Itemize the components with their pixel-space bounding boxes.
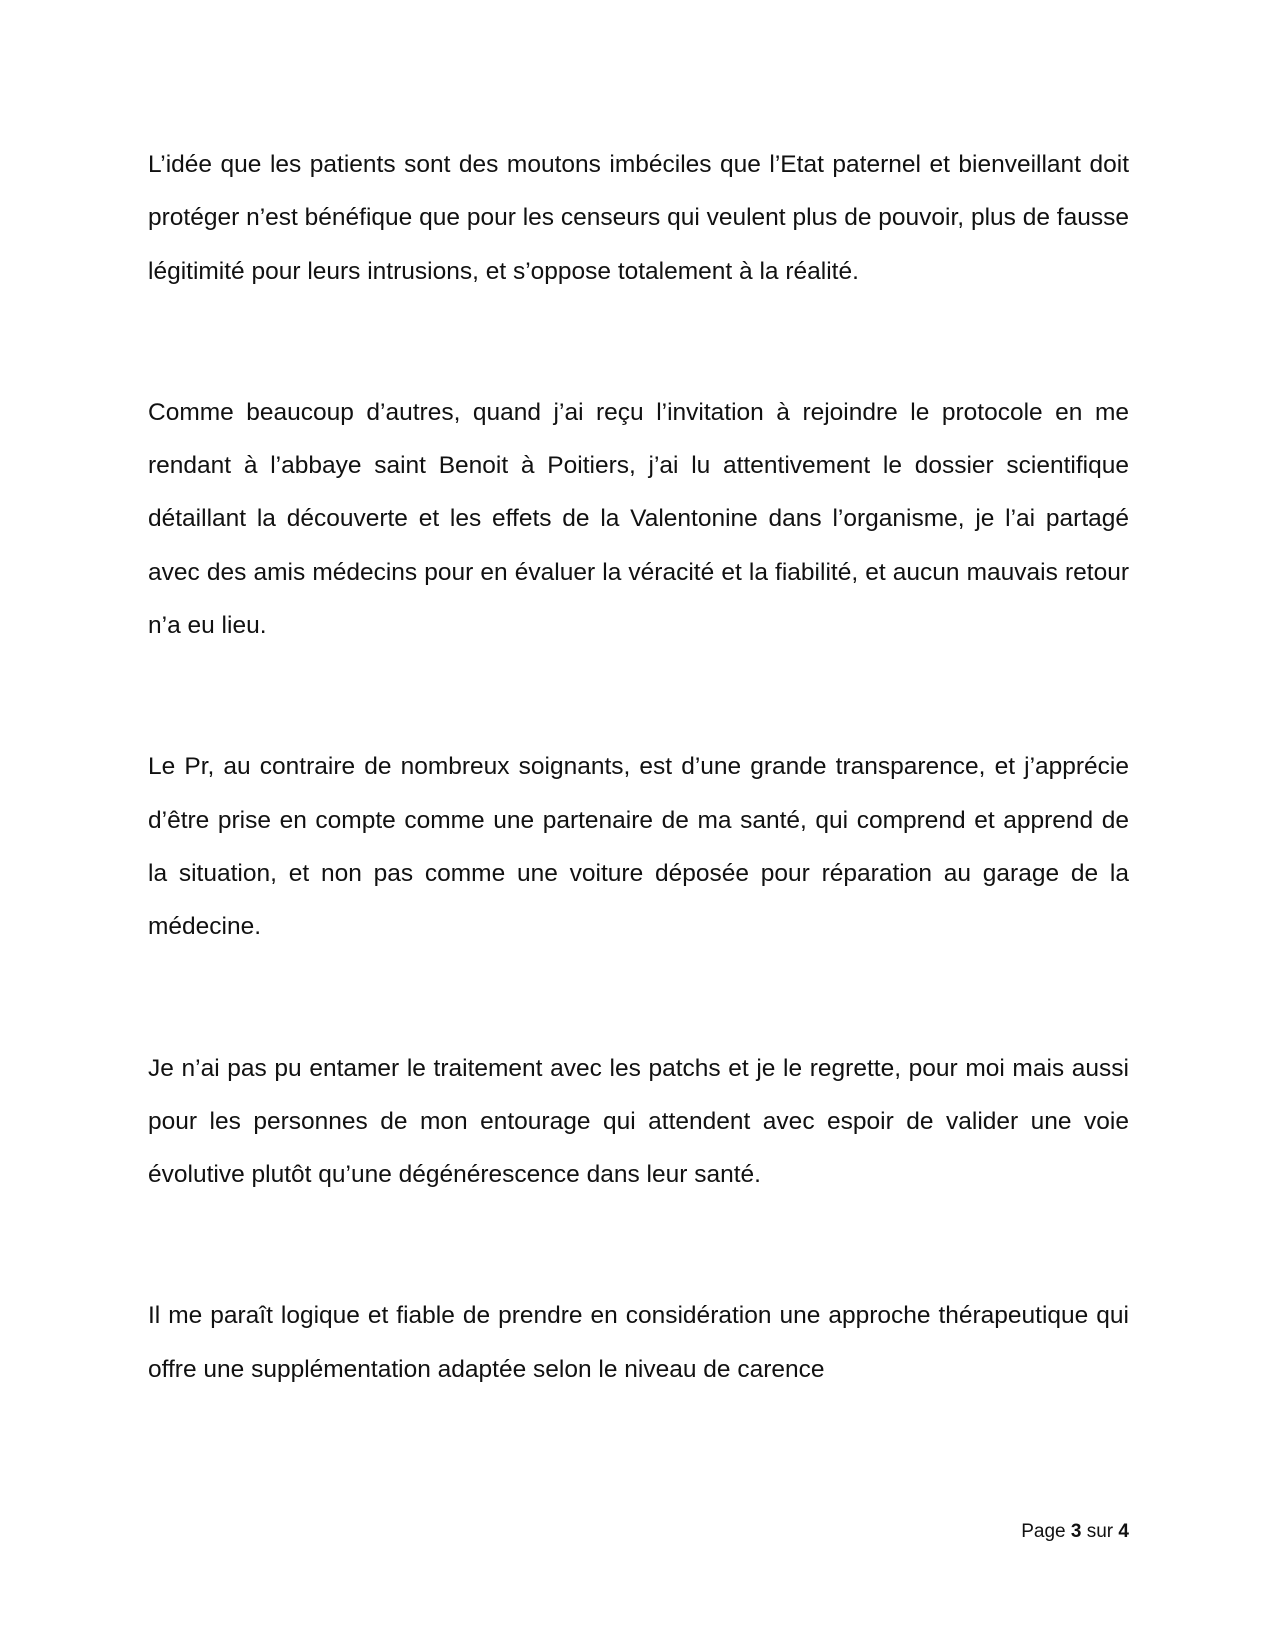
paragraph-1: L’idée que les patients sont des moutons imbéciles que l’Etat paternel et bienveillant doit protéger n’est bénéfique que pour les censeurs qui veulent plus de pouvoir, plus de fausse légitimité pour leurs intrusions, et s’oppose totalement à la réalité.: [148, 151, 1129, 285]
document-body: [148, 138, 1129, 1396]
page-separator: sur: [1086, 1521, 1114, 1542]
page-footer: [1021, 1520, 1129, 1544]
paragraph-3: Le Pr, au contraire de nombreux soignants, est d’une grande transparence, et j’apprécie d’être prise en compte comme une partenaire de ma santé, qui comprend et apprend de la situation, et non pas comme une voiture déposée pour réparation au garage de la médecine.: [148, 753, 1129, 941]
current-page-number: 3: [1070, 1521, 1082, 1542]
paragraph-2: Comme beaucoup d’autres, quand j’ai reçu l’invitation à rejoindre le protocole en me rendant à l’abbaye saint Benoit à Poitiers, j’ai lu attentivement le dossier scientifique détaillant la découverte et les effets de la Valentonine dans l’organisme, je l’ai partagé avec des amis médecins pour en évaluer la véracité et la fiabilité, et aucun mauvais retour n’a eu lieu.: [148, 398, 1129, 640]
paragraph-5: Il me paraît logique et fiable de prendre en considération une approche thérapeutique qui offre une supplémentation adaptée selon le niveau de carence: [148, 1302, 1129, 1383]
page-label: Page: [1021, 1521, 1066, 1542]
paragraph-4: Je n’ai pas pu entamer le traitement avec les patchs et je le regrette, pour moi mais aussi pour les personnes de mon entourage qui attendent avec espoir de valider une voie évolutive plutôt qu’une dégénérescence dans leur santé.: [148, 1054, 1129, 1189]
total-pages-number: 4: [1118, 1521, 1129, 1542]
